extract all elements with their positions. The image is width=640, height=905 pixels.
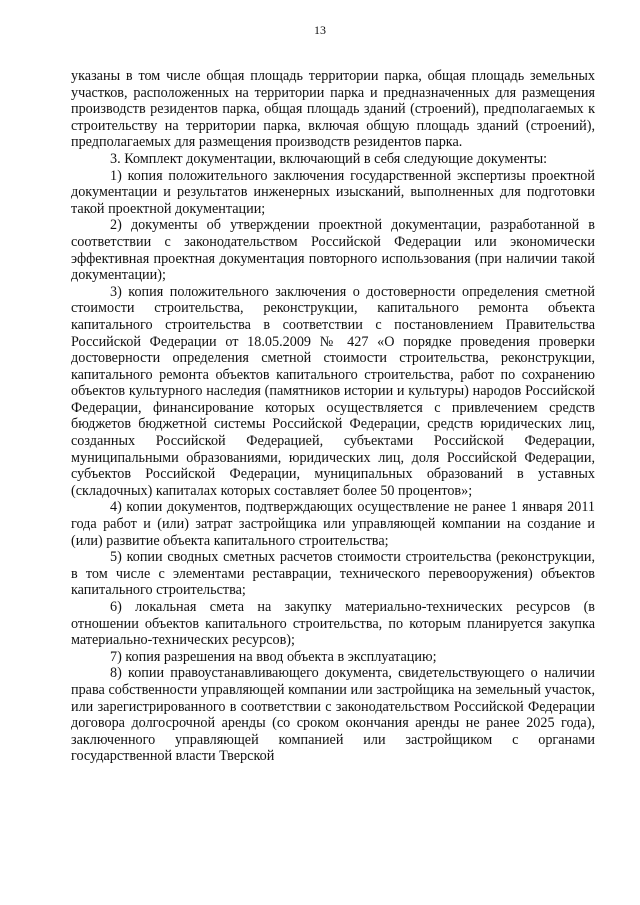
paragraph-subitem-2: 2) документы об утверждении проектной документации, разработанной в соответствии с законодательством Российской Федерации или экономически эффективная проектная документация повторного использования (при наличии такой документации); — [71, 217, 595, 284]
paragraph-park-area: указаны в том числе общая площадь территории парка, общая площадь земельных участков, расположенных на территории парка и предназначенных для размещения производств резидентов парка, общая площадь зданий (строений), предполагаемых к строительству на территории парка, включая общую площадь зданий (строений), предполагаемых для размещения производств резидентов парка. — [71, 68, 595, 151]
paragraph-subitem-4: 4) копии документов, подтверждающих осуществление не ранее 1 января 2011 года работ и (или) затрат застройщика или управляющей компании на создание и (или) развитие объекта капитального строительства; — [71, 499, 595, 549]
document-body — [71, 68, 595, 765]
page-number: 13 — [314, 23, 326, 37]
paragraph-subitem-8: 8) копии правоустанавливающего документа, свидетельствующего о наличии права собственности управляющей компании или застройщика на земельный участок, или зарегистрированного в соответствии с законодательством Российской Федерации договора долгосрочной аренды (со сроком окончания аренды не ранее 2025 года), заключенного управляющей компанией или застройщиком с органами государственной власти Тверской — [71, 665, 595, 765]
paragraph-subitem-6: 6) локальная смета на закупку материально-технических ресурсов (в отношении объектов капитального строительства, по которым планируется закупка материально-технических ресурсов); — [71, 599, 595, 649]
paragraph-subitem-1: 1) копия положительного заключения государственной экспертизы проектной документации и результатов инженерных изысканий, выполненных для подготовки такой проектной документации; — [71, 167, 595, 217]
paragraph-subitem-3: 3) копия положительного заключения о достоверности определения сметной стоимости строительства, реконструкции, капитального ремонта объекта капитального строительства в соответствии с постановлением Правительства Российской Федерации от 18.05.2009 № 427 «О порядке проведения проверки достоверности определения сметной стоимости строительства, реконструкции, капитального ремонта объектов капитального строительства, работ по сохранению объектов культурного наследия (памятников истории и культуры) народов Российской Федерации, финансирование которых осуществляется с привлечением средств бюджетов бюджетной системы Российской Федерации, средств юридических лиц, созданных Российской Федерацией, субъектами Российской Федерации, муниципальными образованиями, юридических лиц, доля Российской Федерации, субъектов Российской Федерации, муниципальных образований в уставных (складочных) капиталах которых составляет более 50 процентов»; — [71, 283, 595, 499]
paragraph-subitem-5: 5) копии сводных сметных расчетов стоимости строительства (реконструкции, в том числе с элементами реставрации, технического перевооружения) объектов капитального строительства; — [71, 549, 595, 599]
paragraph-subitem-7: 7) копия разрешения на ввод объекта в эксплуатацию; — [110, 648, 437, 665]
paragraph-item-3-documentation: 3. Комплект документации, включающий в себя следующие документы: — [110, 150, 548, 167]
